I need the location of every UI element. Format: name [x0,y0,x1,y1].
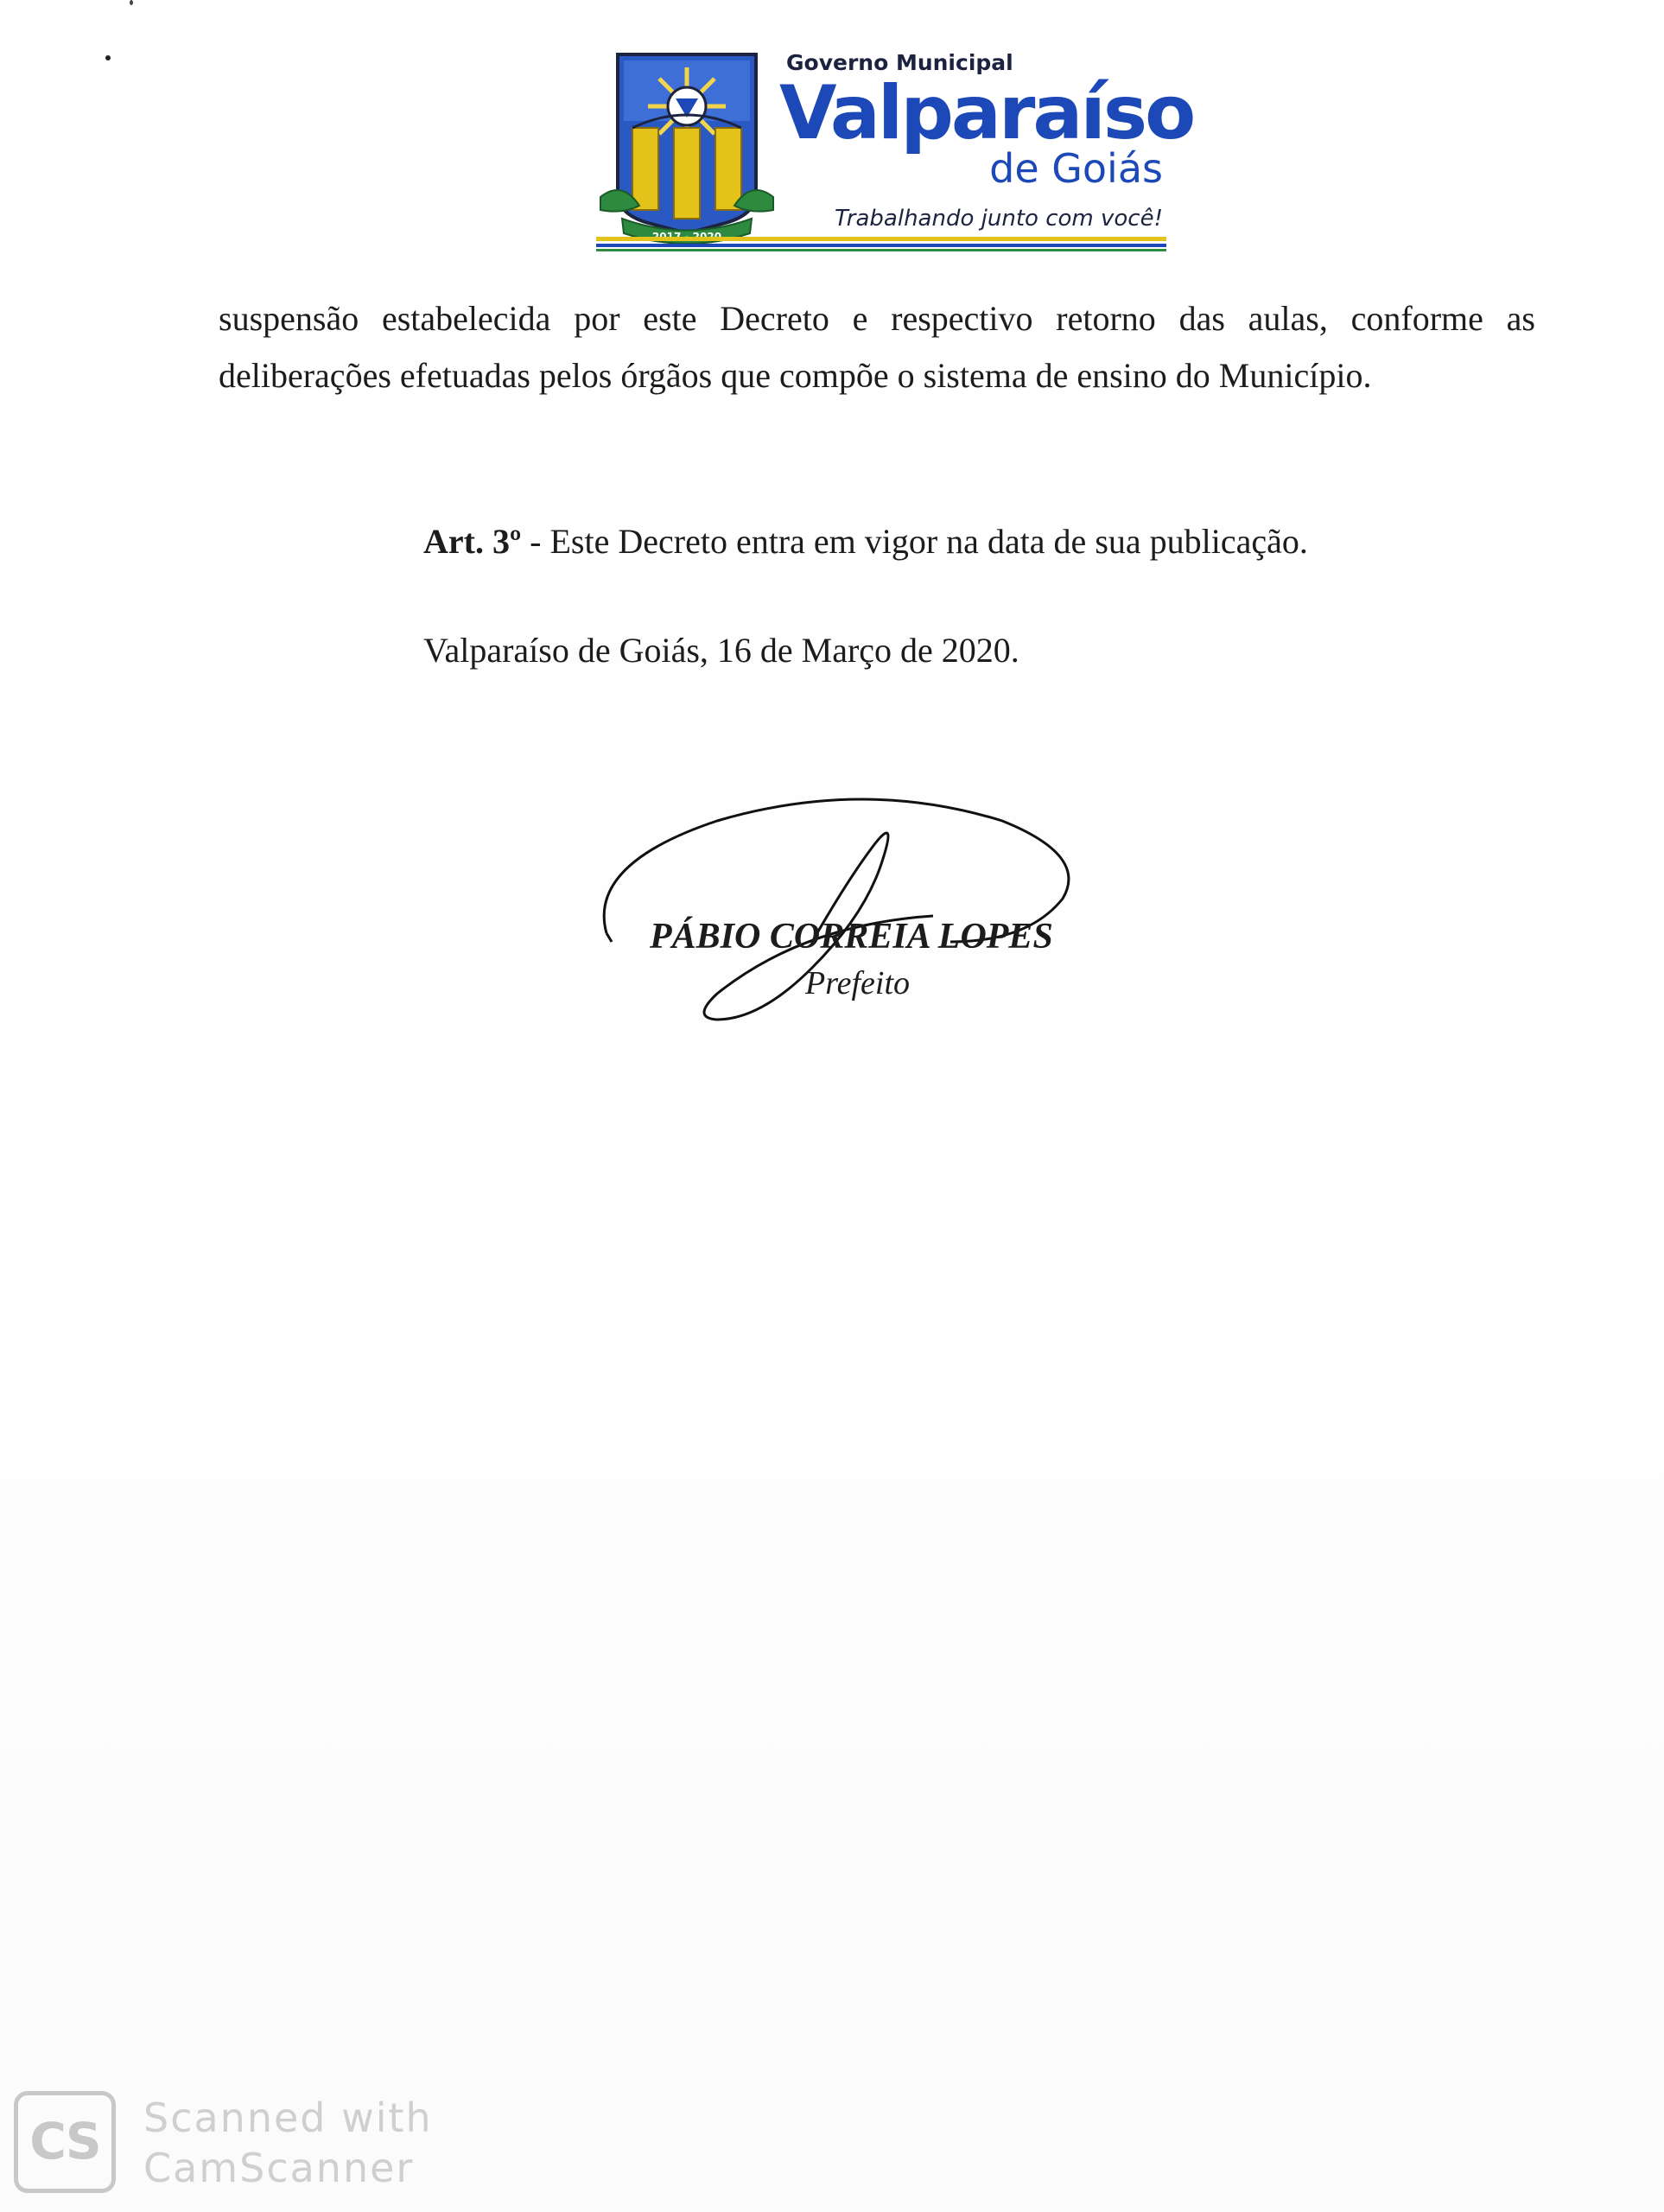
article-3 [423,513,1547,570]
slogan: Trabalhando junto com você! [834,206,1163,232]
body-paragraph: suspensão estabelecida por este Decreto e respectivo retorno das aulas, conforme as deliberações efetuadas pelos órgãos que compõe o sistema de ensino do Município. [219,299,1535,395]
scanner-watermark [12,2089,444,2202]
signer-role: Prefeito [805,965,910,1001]
government-label: Governo Municipal [786,50,1013,75]
article-label: Art. 3º [423,522,522,561]
letterhead [587,35,1194,259]
city-name: Valparaíso [779,70,1194,156]
scan-speck [130,0,133,5]
article-text: - Este Decreto entra em vigor na data de sua publicação. [521,522,1308,561]
camscanner-logo-icon: CS [14,2091,116,2193]
letterhead-divider [596,237,1166,254]
divider-blue [596,244,1166,247]
handwritten-signature [587,769,1106,1046]
watermark-text [143,2093,433,2193]
divider-yellow [596,237,1166,241]
divider-green [596,249,1166,251]
scan-speck [105,55,111,60]
municipal-crest-icon [596,41,778,249]
place-date: Valparaíso de Goiás, 16 de Março de 2020. [423,631,1019,670]
watermark-line-2: CamScanner [143,2145,415,2191]
state-name: de Goiás [989,145,1163,192]
watermark-line-1: Scanned with [143,2094,433,2141]
brand-block [778,43,1194,242]
signer-name: PÁBIO CORREIA LOPES [650,917,1053,957]
